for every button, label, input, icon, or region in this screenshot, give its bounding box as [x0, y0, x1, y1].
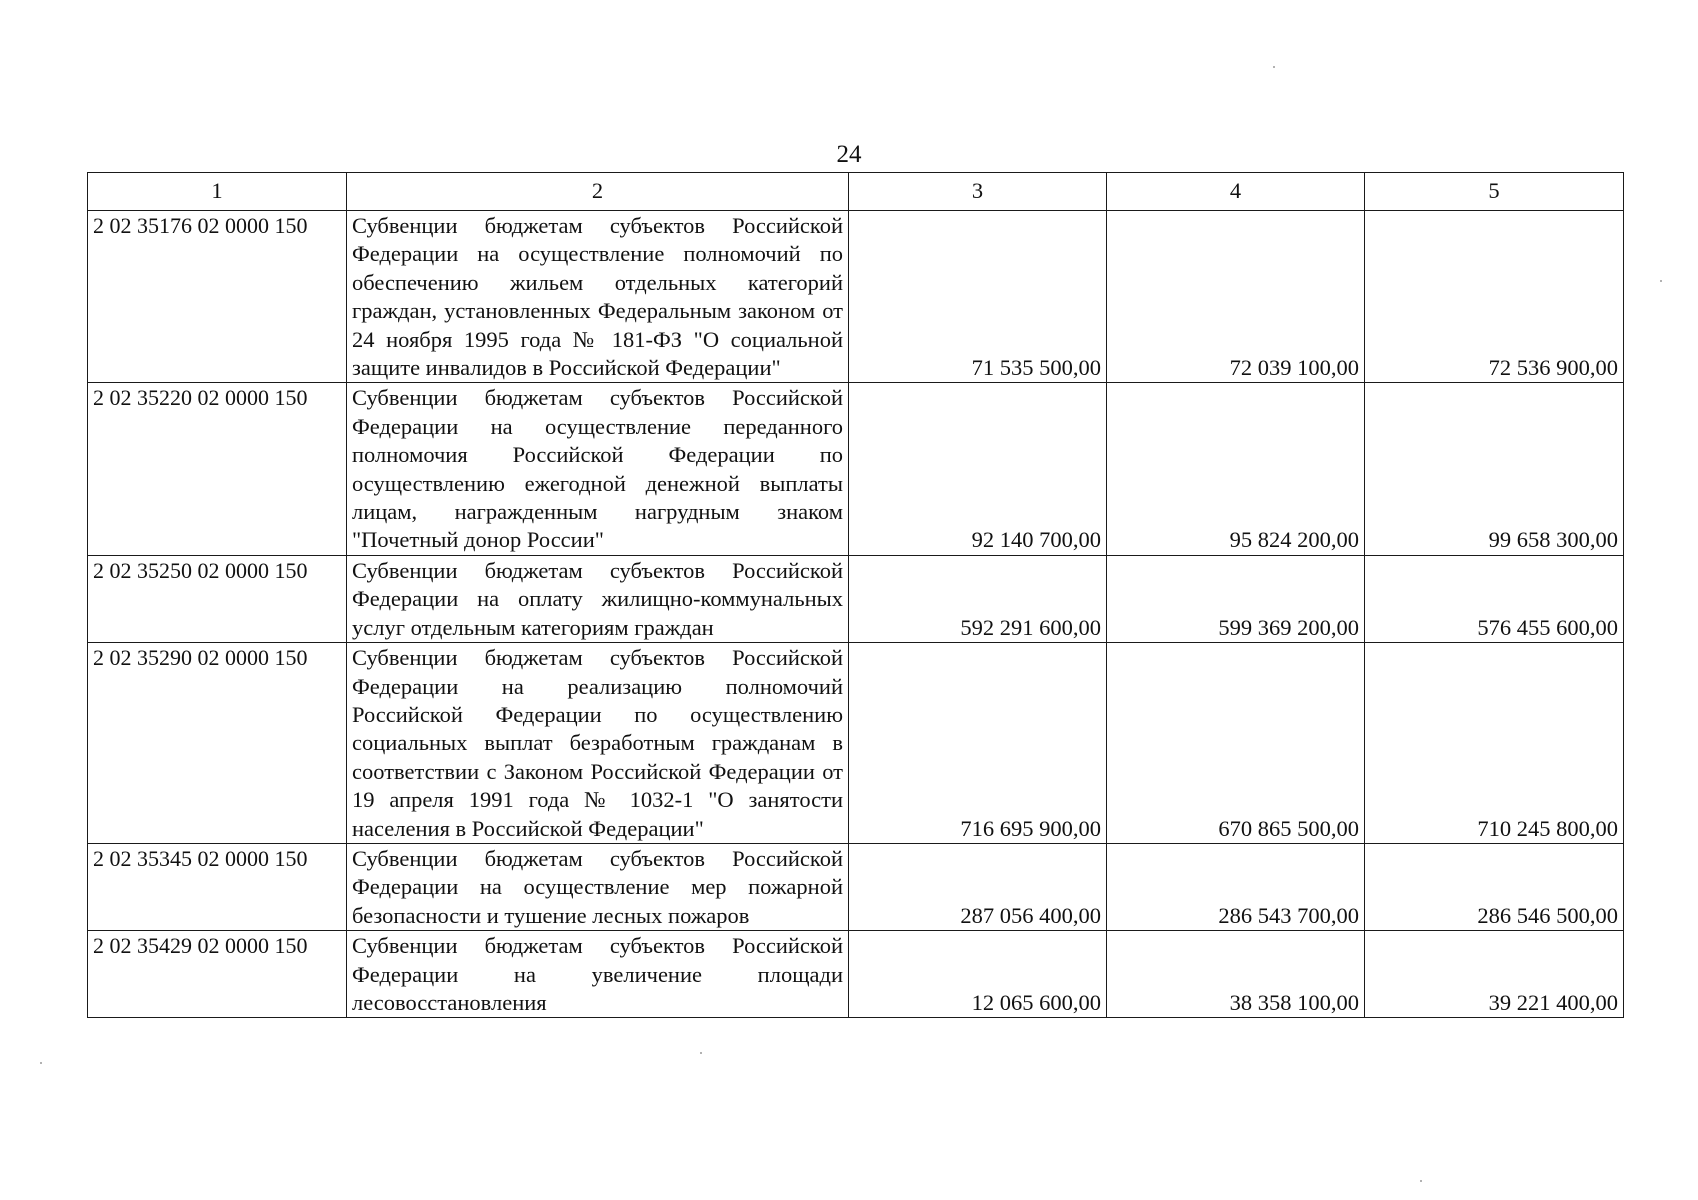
budget-code-cell: 2 02 35290 02 0000 150	[88, 643, 347, 844]
scan-speck	[1273, 66, 1275, 68]
amount-col3-cell: 287 056 400,00	[849, 843, 1107, 930]
amount-col3-cell: 716 695 900,00	[849, 643, 1107, 844]
amount-col5-cell: 286 546 500,00	[1365, 843, 1624, 930]
amount-col3-cell: 92 140 700,00	[849, 383, 1107, 555]
column-header-2: 2	[347, 173, 849, 211]
amount-col3-cell: 71 535 500,00	[849, 211, 1107, 383]
amount-col4-cell: 670 865 500,00	[1107, 643, 1365, 844]
budget-code-cell: 2 02 35220 02 0000 150	[88, 383, 347, 555]
page-number: 24	[836, 141, 862, 168]
table-row	[88, 383, 1624, 555]
amount-col5-cell: 710 245 800,00	[1365, 643, 1624, 844]
scan-speck	[700, 1052, 702, 1054]
column-header-4: 4	[1107, 173, 1365, 211]
column-header-5: 5	[1365, 173, 1624, 211]
amount-col4-cell: 38 358 100,00	[1107, 931, 1365, 1018]
scan-speck	[40, 1062, 42, 1064]
amount-col5-cell: 39 221 400,00	[1365, 931, 1624, 1018]
table-row	[88, 555, 1624, 642]
amount-col4-cell: 599 369 200,00	[1107, 555, 1365, 642]
column-header-3: 3	[849, 173, 1107, 211]
scan-speck	[1420, 1180, 1422, 1182]
amount-col4-cell: 286 543 700,00	[1107, 843, 1365, 930]
amount-col5-cell: 576 455 600,00	[1365, 555, 1624, 642]
budget-code-cell: 2 02 35429 02 0000 150	[88, 931, 347, 1018]
scan-speck	[1660, 280, 1662, 282]
budget-code-cell: 2 02 35176 02 0000 150	[88, 211, 347, 383]
amount-col5-cell: 72 536 900,00	[1365, 211, 1624, 383]
table-row	[88, 931, 1624, 1018]
column-header-1: 1	[88, 173, 347, 211]
description-cell: Субвенции бюджетам субъектов Российской Федерации на осуществление переданного полномочия Российской Федерации по осуществлению ежегодной денежной выплаты лицам, награжденным нагрудным знаком "Почетный донор России"	[347, 383, 849, 555]
amount-col3-cell: 12 065 600,00	[849, 931, 1107, 1018]
amount-col4-cell: 95 824 200,00	[1107, 383, 1365, 555]
table-header-row	[88, 173, 1624, 211]
amount-col4-cell: 72 039 100,00	[1107, 211, 1365, 383]
description-cell: Субвенции бюджетам субъектов Российской Федерации на реализацию полномочий Российской Федерации по осуществлению социальных выплат безработным гражданам в соответствии с Законом Российской Федерации от 19 апреля 1991 года № 1032-1 "О занятости населения в Российской Федерации"	[347, 643, 849, 844]
budget-revenue-table	[87, 172, 1624, 1018]
description-cell: Субвенции бюджетам субъектов Российской Федерации на осуществление полномочий по обеспечению жильем отдельных категорий граждан, установленных Федеральным законом от 24 ноября 1995 года № 181-ФЗ "О социальной защите инвалидов в Российской Федерации"	[347, 211, 849, 383]
budget-code-cell: 2 02 35345 02 0000 150	[88, 843, 347, 930]
description-cell: Субвенции бюджетам субъектов Российской Федерации на увеличение площади лесовосстановления	[347, 931, 849, 1018]
table-row	[88, 643, 1624, 844]
description-cell: Субвенции бюджетам субъектов Российской Федерации на осуществление мер пожарной безопасности и тушение лесных пожаров	[347, 843, 849, 930]
table-row	[88, 211, 1624, 383]
budget-code-cell: 2 02 35250 02 0000 150	[88, 555, 347, 642]
description-cell: Субвенции бюджетам субъектов Российской Федерации на оплату жилищно-коммунальных услуг отдельным категориям граждан	[347, 555, 849, 642]
table-row	[88, 843, 1624, 930]
amount-col3-cell: 592 291 600,00	[849, 555, 1107, 642]
amount-col5-cell: 99 658 300,00	[1365, 383, 1624, 555]
